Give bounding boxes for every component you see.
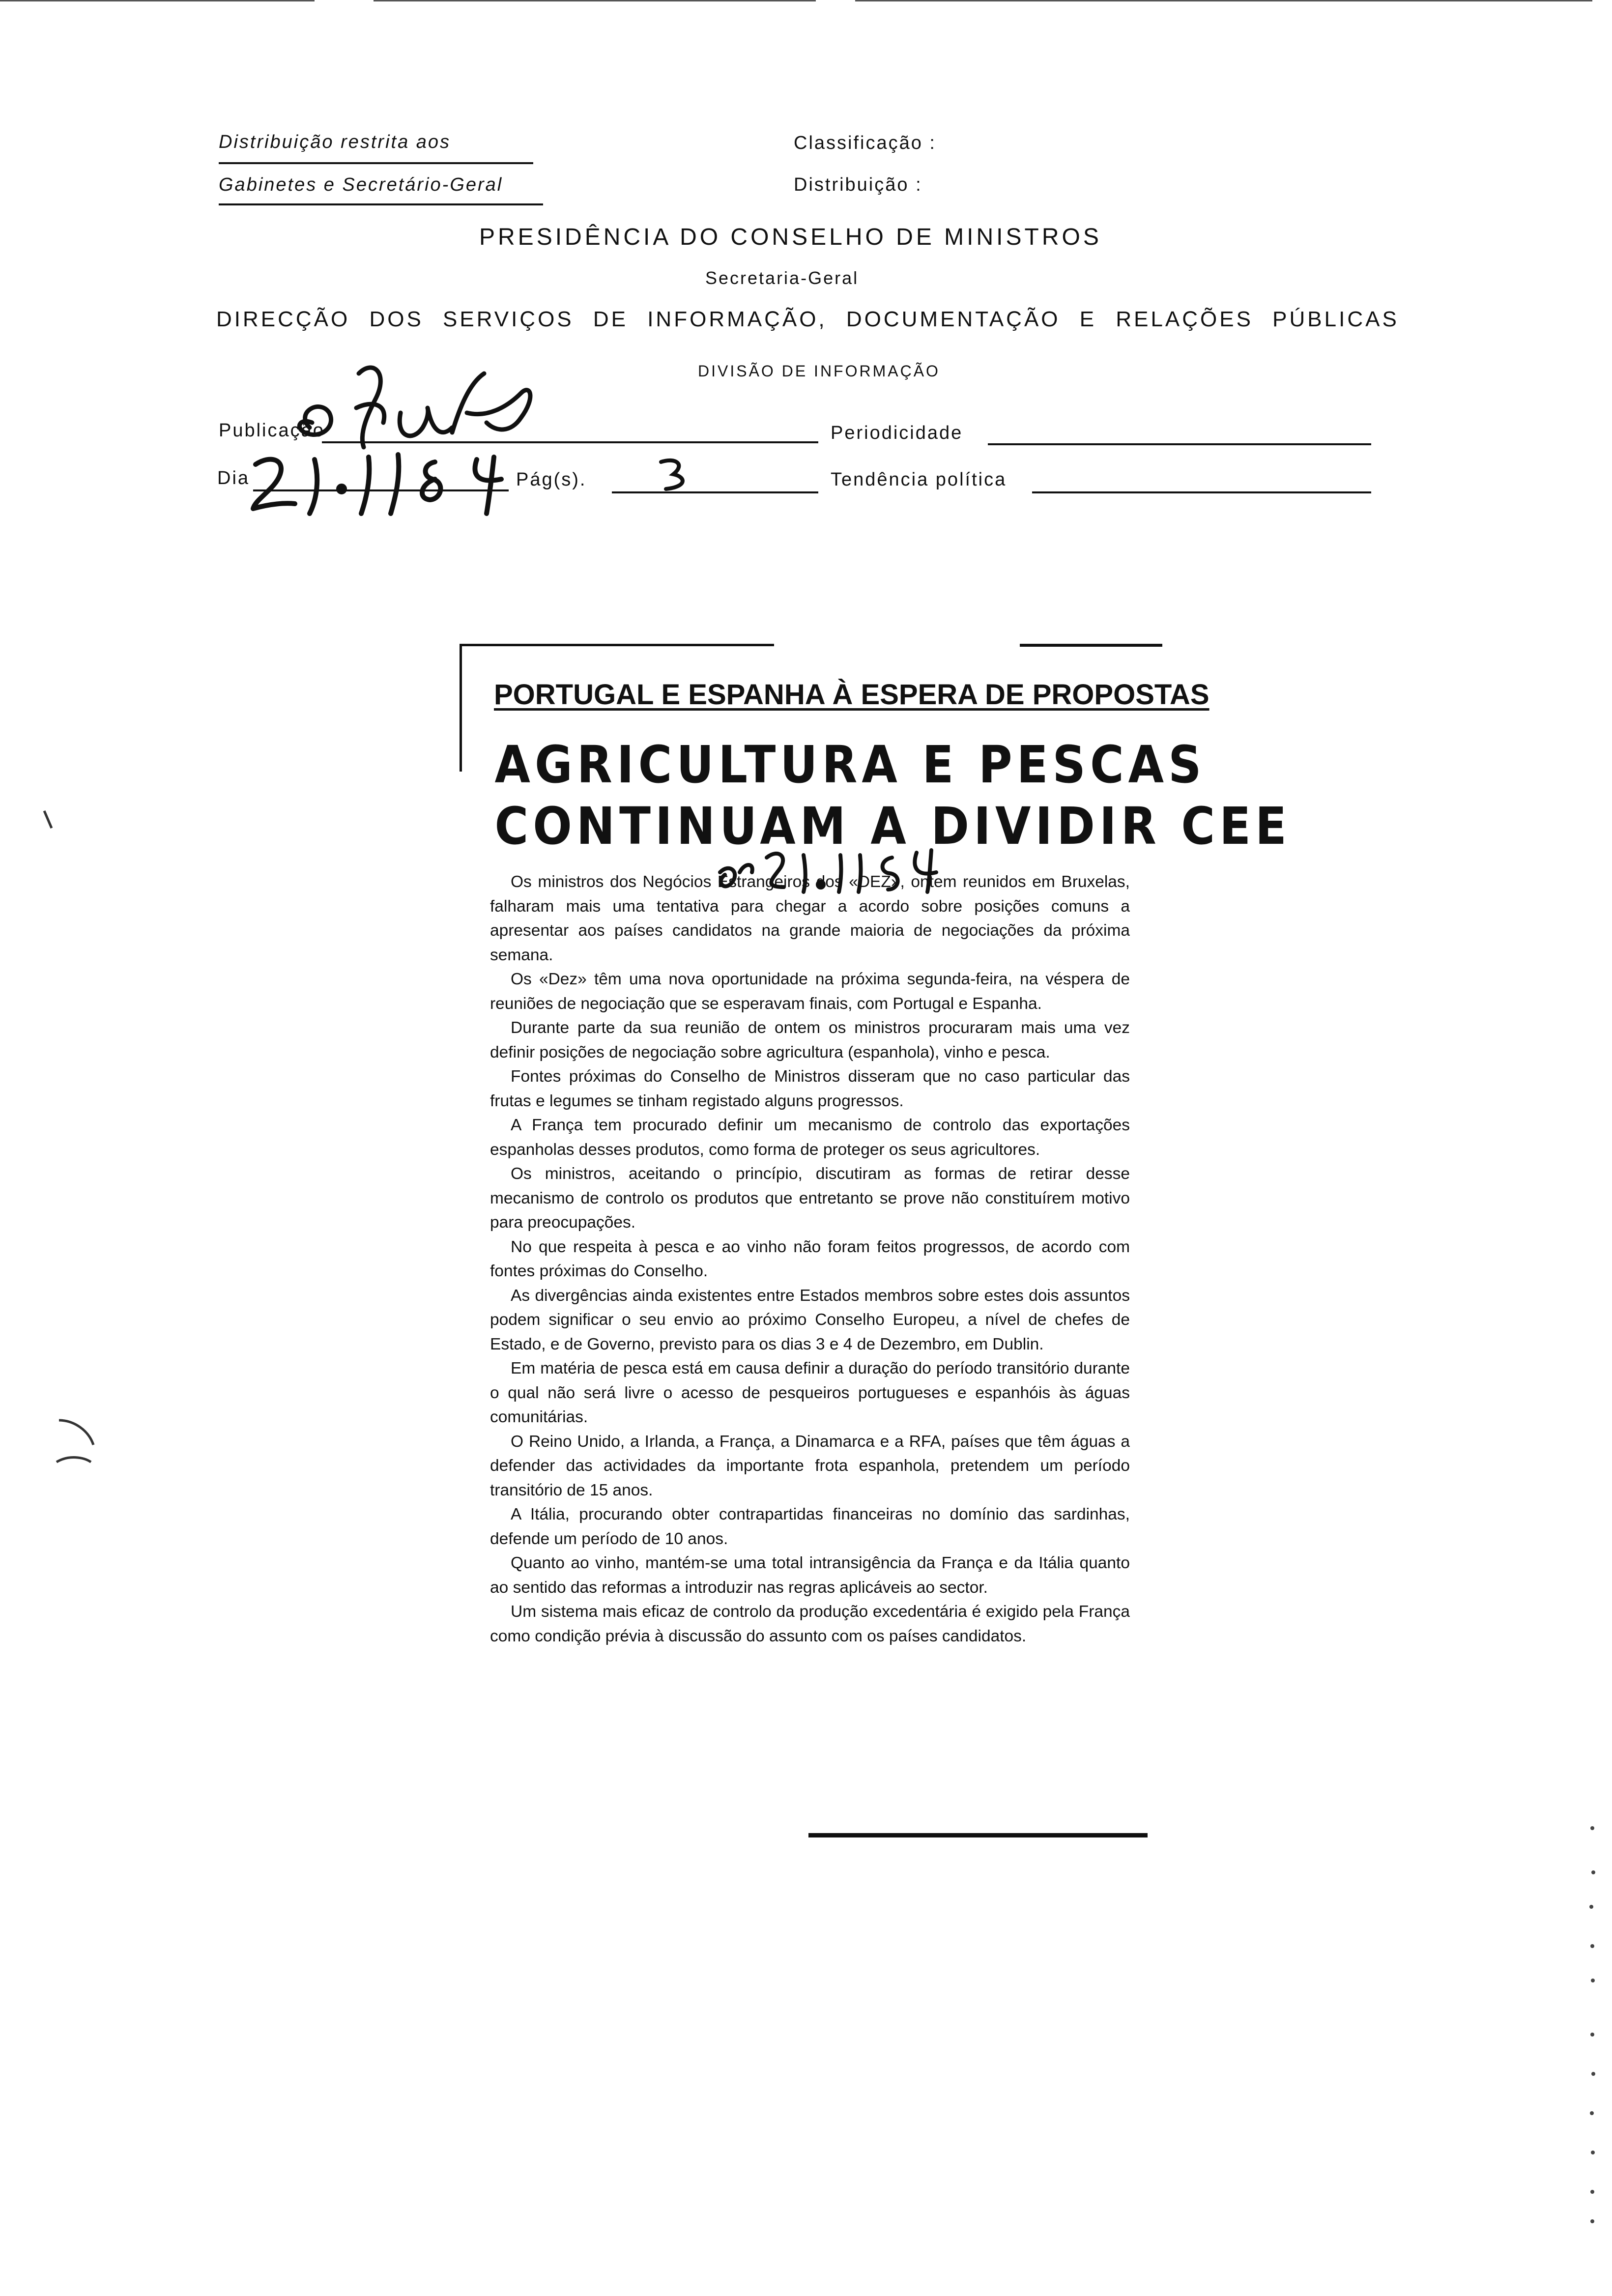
distribution-label: Distribuição : <box>794 174 922 195</box>
restricted-underline <box>219 162 533 164</box>
clip-top-rule <box>460 644 774 646</box>
article-paragraph: Em matéria de pesca está em causa definir a duração do período transitório durante o qual não será livre o acesso de pesqueiros portugueses e espanhóis às águas comunitárias. <box>490 1359 1130 1426</box>
clip-left-rule <box>460 644 462 772</box>
article-paragraph: O Reino Unido, a Irlanda, a França, a Dinamarca e a RFA, países que têm águas a defender das actividades da importante frota espanhola, pretendem um período transitório de 15 anos. <box>490 1432 1130 1499</box>
article-headline-line2: CONTINUAM A DIVIDIR CEE <box>494 796 1291 856</box>
pages-field-line <box>612 491 818 493</box>
political-tendency-label: Tendência política <box>831 469 1007 490</box>
clip-top-rule <box>1020 644 1162 647</box>
periodicity-label: Periodicidade <box>831 423 963 443</box>
article-body <box>490 870 1130 1648</box>
political-tendency-field-line <box>1032 491 1371 493</box>
article-headline-line1: AGRICULTURA E PESCAS <box>494 735 1206 795</box>
article-paragraph: Os «Dez» têm uma nova oportunidade na próxima segunda-feira, na véspera de reuniões de negociação que se esperavam finais, com Portugal e Espanha. <box>490 970 1130 1013</box>
article-paragraph: Os ministros dos Negócios Estrangeiros dos «DEZ», ontem reunidos em Bruxelas, falharam mais uma tentativa para chegar a acordo sobre posições comuns a apresentar aos países candidatos na grande maioria de negociações da próxima semana. <box>490 873 1130 964</box>
scan-edge-line <box>0 0 315 1</box>
restricted-underline <box>219 203 543 205</box>
newspaper-clipping <box>460 639 1291 1843</box>
secretariat-title: Secretaria-Geral <box>705 268 859 288</box>
clip-bottom-rule <box>808 1833 1148 1837</box>
article-paragraph: Quanto ao vinho, mantém-se uma total intransigência da França e da Itália quanto ao sentido das reformas a introduzir nas regras aplicáveis ao sector. <box>490 1554 1130 1597</box>
restricted-distribution-line2: Gabinetes e Secretário-Geral <box>219 174 503 195</box>
scan-edge-dots <box>1583 1818 1602 2236</box>
scan-edge-line <box>374 0 816 1</box>
article-paragraph: Os ministros, aceitando o princípio, discutiram as formas de retirar desse mecanismo de controlo os produtos que entretanto se prove não constituírem motivo para preocupações. <box>490 1165 1130 1232</box>
article-paragraph: Um sistema mais eficaz de controlo da produção excedentária é exigido pela França como condição prévia à discussão do assunto com os países candidatos. <box>490 1603 1130 1645</box>
article-paragraph: A Itália, procurando obter contrapartidas financeiras no domínio das sardinhas, defende um período de 10 anos. <box>490 1505 1130 1548</box>
article-paragraph: Durante parte da sua reunião de ontem os ministros procuraram mais uma vez definir posições de negociação sobre agricultura (espanhola), vinho e pesca. <box>490 1019 1130 1062</box>
handwritten-pages-annotation <box>656 455 695 494</box>
periodicity-field-line <box>988 443 1371 445</box>
day-label: Dia <box>217 468 250 488</box>
article-paragraph: No que respeita à pesca e ao vinho não foram feitos progressos, de acordo com fontes próximas do Conselho. <box>490 1237 1130 1280</box>
directorate-title: DIRECÇÃO DOS SERVIÇOS DE INFORMAÇÃO, DOCUMENTAÇÃO E RELAÇÕES PÚBLICAS <box>216 307 1399 331</box>
article-paragraph: Fontes próximas do Conselho de Ministros disseram que no caso particular das frutas e legumes se tinham registado alguns progressos. <box>490 1067 1130 1110</box>
division-title: DIVISÃO DE INFORMAÇÃO <box>698 362 940 380</box>
scan-mark <box>39 806 69 835</box>
article-paragraph: As divergências ainda existentes entre Estados membros sobre estes dois assuntos podem significar o seu envio ao próximo Conselho Europeu, a nível de chefes de Estado, e de Governo, previsto para os dias 3 e 4 de Dezembro, em Dublin. <box>490 1286 1130 1353</box>
restricted-distribution-line1: Distribuição restrita aos <box>219 132 451 152</box>
article-kicker: PORTUGAL E ESPANHA À ESPERA DE PROPOSTAS <box>494 679 1209 711</box>
publication-label: Publicação <box>219 420 325 441</box>
scan-mark <box>49 1415 103 1469</box>
classification-label: Classificação : <box>794 133 936 153</box>
pages-label: Pág(s). <box>516 469 587 490</box>
handwritten-date-annotation <box>246 445 521 518</box>
article-paragraph: A França tem procurado definir um mecanismo de controlo das exportações espanholas desses produtos, como forma de proteger os seus agricultores. <box>490 1116 1130 1159</box>
scan-edge-line <box>855 0 1592 1</box>
institution-title: PRESIDÊNCIA DO CONSELHO DE MINISTROS <box>479 224 1102 250</box>
